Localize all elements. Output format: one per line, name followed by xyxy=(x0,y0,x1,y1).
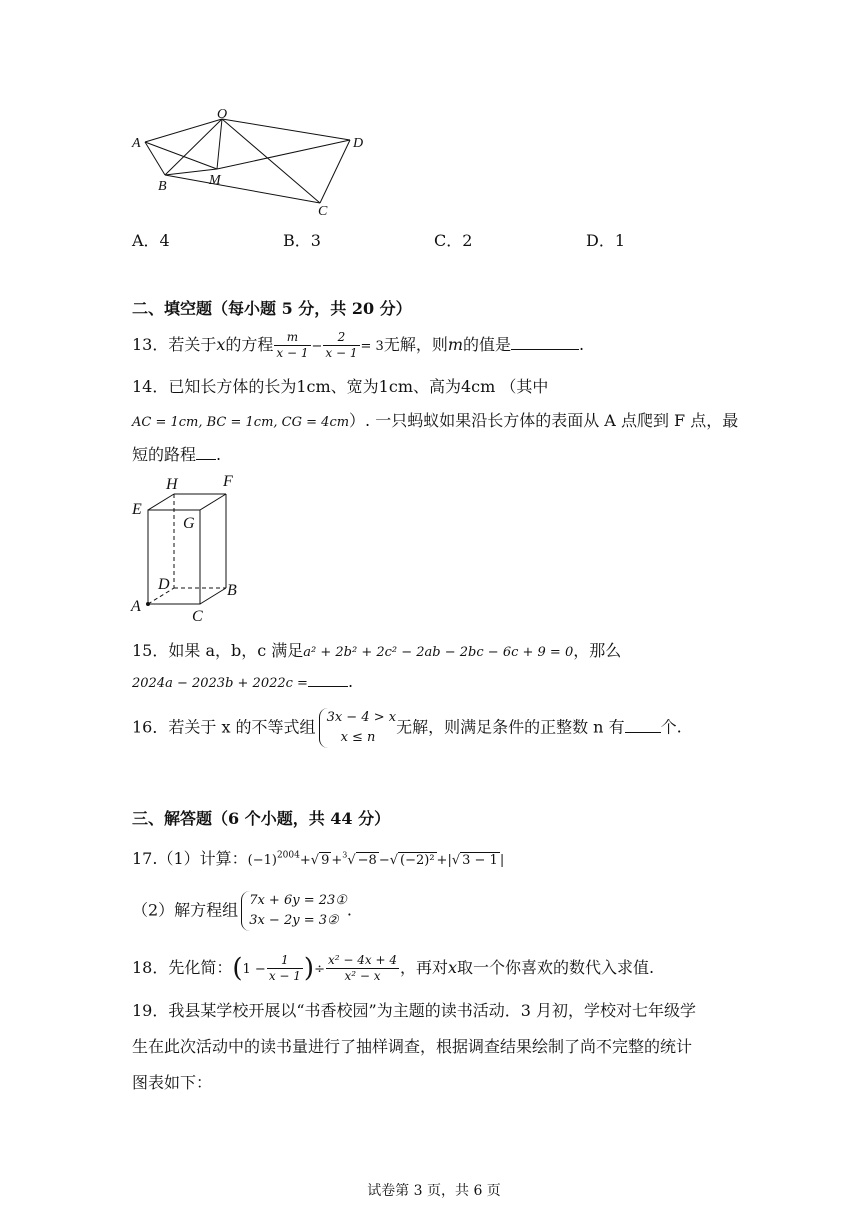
answer-blank-15[interactable] xyxy=(308,672,348,687)
question-19-line-1: 19．我县某学校开展以“书香校园”为主题的读书活动．3 月初，学校对七年级学 xyxy=(132,1001,696,1020)
answer-blank-14[interactable] xyxy=(196,445,216,460)
question-17-part-1: 17.（1）计算：$(-1)^{2004}+√$ 9 +$^3$√ −8 −√ (−2)² +|√ 3 − 1 | xyxy=(132,849,505,868)
option-d: D．1 xyxy=(586,231,626,250)
section-2-title: 二、填空题（每小题 5 分，共 20 分） xyxy=(132,299,412,318)
section-3-title: 三、解答题（6 个小题，共 44 分） xyxy=(132,809,391,828)
box-label-C: C xyxy=(192,608,203,625)
fraction-2: $\frac{2}{x - 1}$ xyxy=(325,330,358,360)
question-17-part-2: （2）解方程组 7x + 6y = 23① 3x − 2y = 3② . xyxy=(132,891,352,931)
box-label-E: E xyxy=(132,501,142,518)
label-D: D xyxy=(353,136,364,151)
answer-blank-16[interactable] xyxy=(625,718,661,733)
label-A: A xyxy=(132,136,141,151)
option-c: C．2 xyxy=(434,231,473,250)
question-15-line-1: 15．如果 a，b，c 满足a² + 2b² + 2c² − 2ab − 2bc − 6c + 9 = 0，那么 xyxy=(132,641,622,660)
answer-blank-13[interactable] xyxy=(511,335,579,350)
fraction-m: $\frac{m}{x - 1}$ xyxy=(276,330,309,360)
question-14-line-3: 短的路程 . xyxy=(132,445,222,464)
question-16: 16．若关于 x 的不等式组 3x − 4 > x x ≤ n 无解，则满足条件的正整数 n 有 个. xyxy=(132,708,682,748)
label-M: M xyxy=(209,173,221,188)
box-label-H: H xyxy=(166,476,178,493)
box-label-D: D xyxy=(158,576,170,593)
equation-system: 7x + 6y = 23① 3x − 2y = 3② xyxy=(241,891,347,931)
question-13: 13．若关于x的方程 $\frac{m}{x - 1}$ − $\frac{2}{x - 1}$ = 3无解，则m的值是 . xyxy=(132,330,585,360)
question-19-line-3: 图表如下： xyxy=(132,1073,213,1092)
option-b: B．3 xyxy=(283,231,321,250)
question-15-line-2: 2024a − 2023b + 2022c = . xyxy=(132,672,354,691)
inequality-system: 3x − 4 > x x ≤ n xyxy=(319,708,397,748)
geometry-figure-1 xyxy=(125,105,385,220)
label-O: O xyxy=(217,107,228,122)
box-label-B: B xyxy=(227,582,237,599)
question-19-line-2: 生在此次活动中的读书量进行了抽样调查，根据调查结果绘制了尚不完整的统计 xyxy=(132,1037,693,1056)
cuboid-figure xyxy=(128,470,248,625)
question-14-line-2: AC = 1cm, BC = 1cm, CG = 4cm）. 一只蚂蚁如果沿长方体的表面从 A 点爬到 F 点，最 xyxy=(132,411,739,430)
question-18: 18．先化简：(1 − $\frac{1}{x - 1}$ )÷ $\frac{\text{x² − 4x + 4}}{\text{x² − x}}$ ，再对x取一个你喜欢的数代入求值. xyxy=(132,953,655,984)
label-B: B xyxy=(158,179,167,194)
question-14-line-1: 14．已知长方体的长为1cm、宽为1cm、高为4cm （其中 xyxy=(132,377,549,396)
box-label-A: A xyxy=(131,598,141,615)
label-C: C xyxy=(318,204,328,219)
box-label-G: G xyxy=(183,515,195,532)
box-label-F: F xyxy=(223,473,233,490)
option-a: A．4 xyxy=(132,231,170,250)
page-footer: 试卷第 3 页，共 6 页 xyxy=(367,1183,501,1199)
